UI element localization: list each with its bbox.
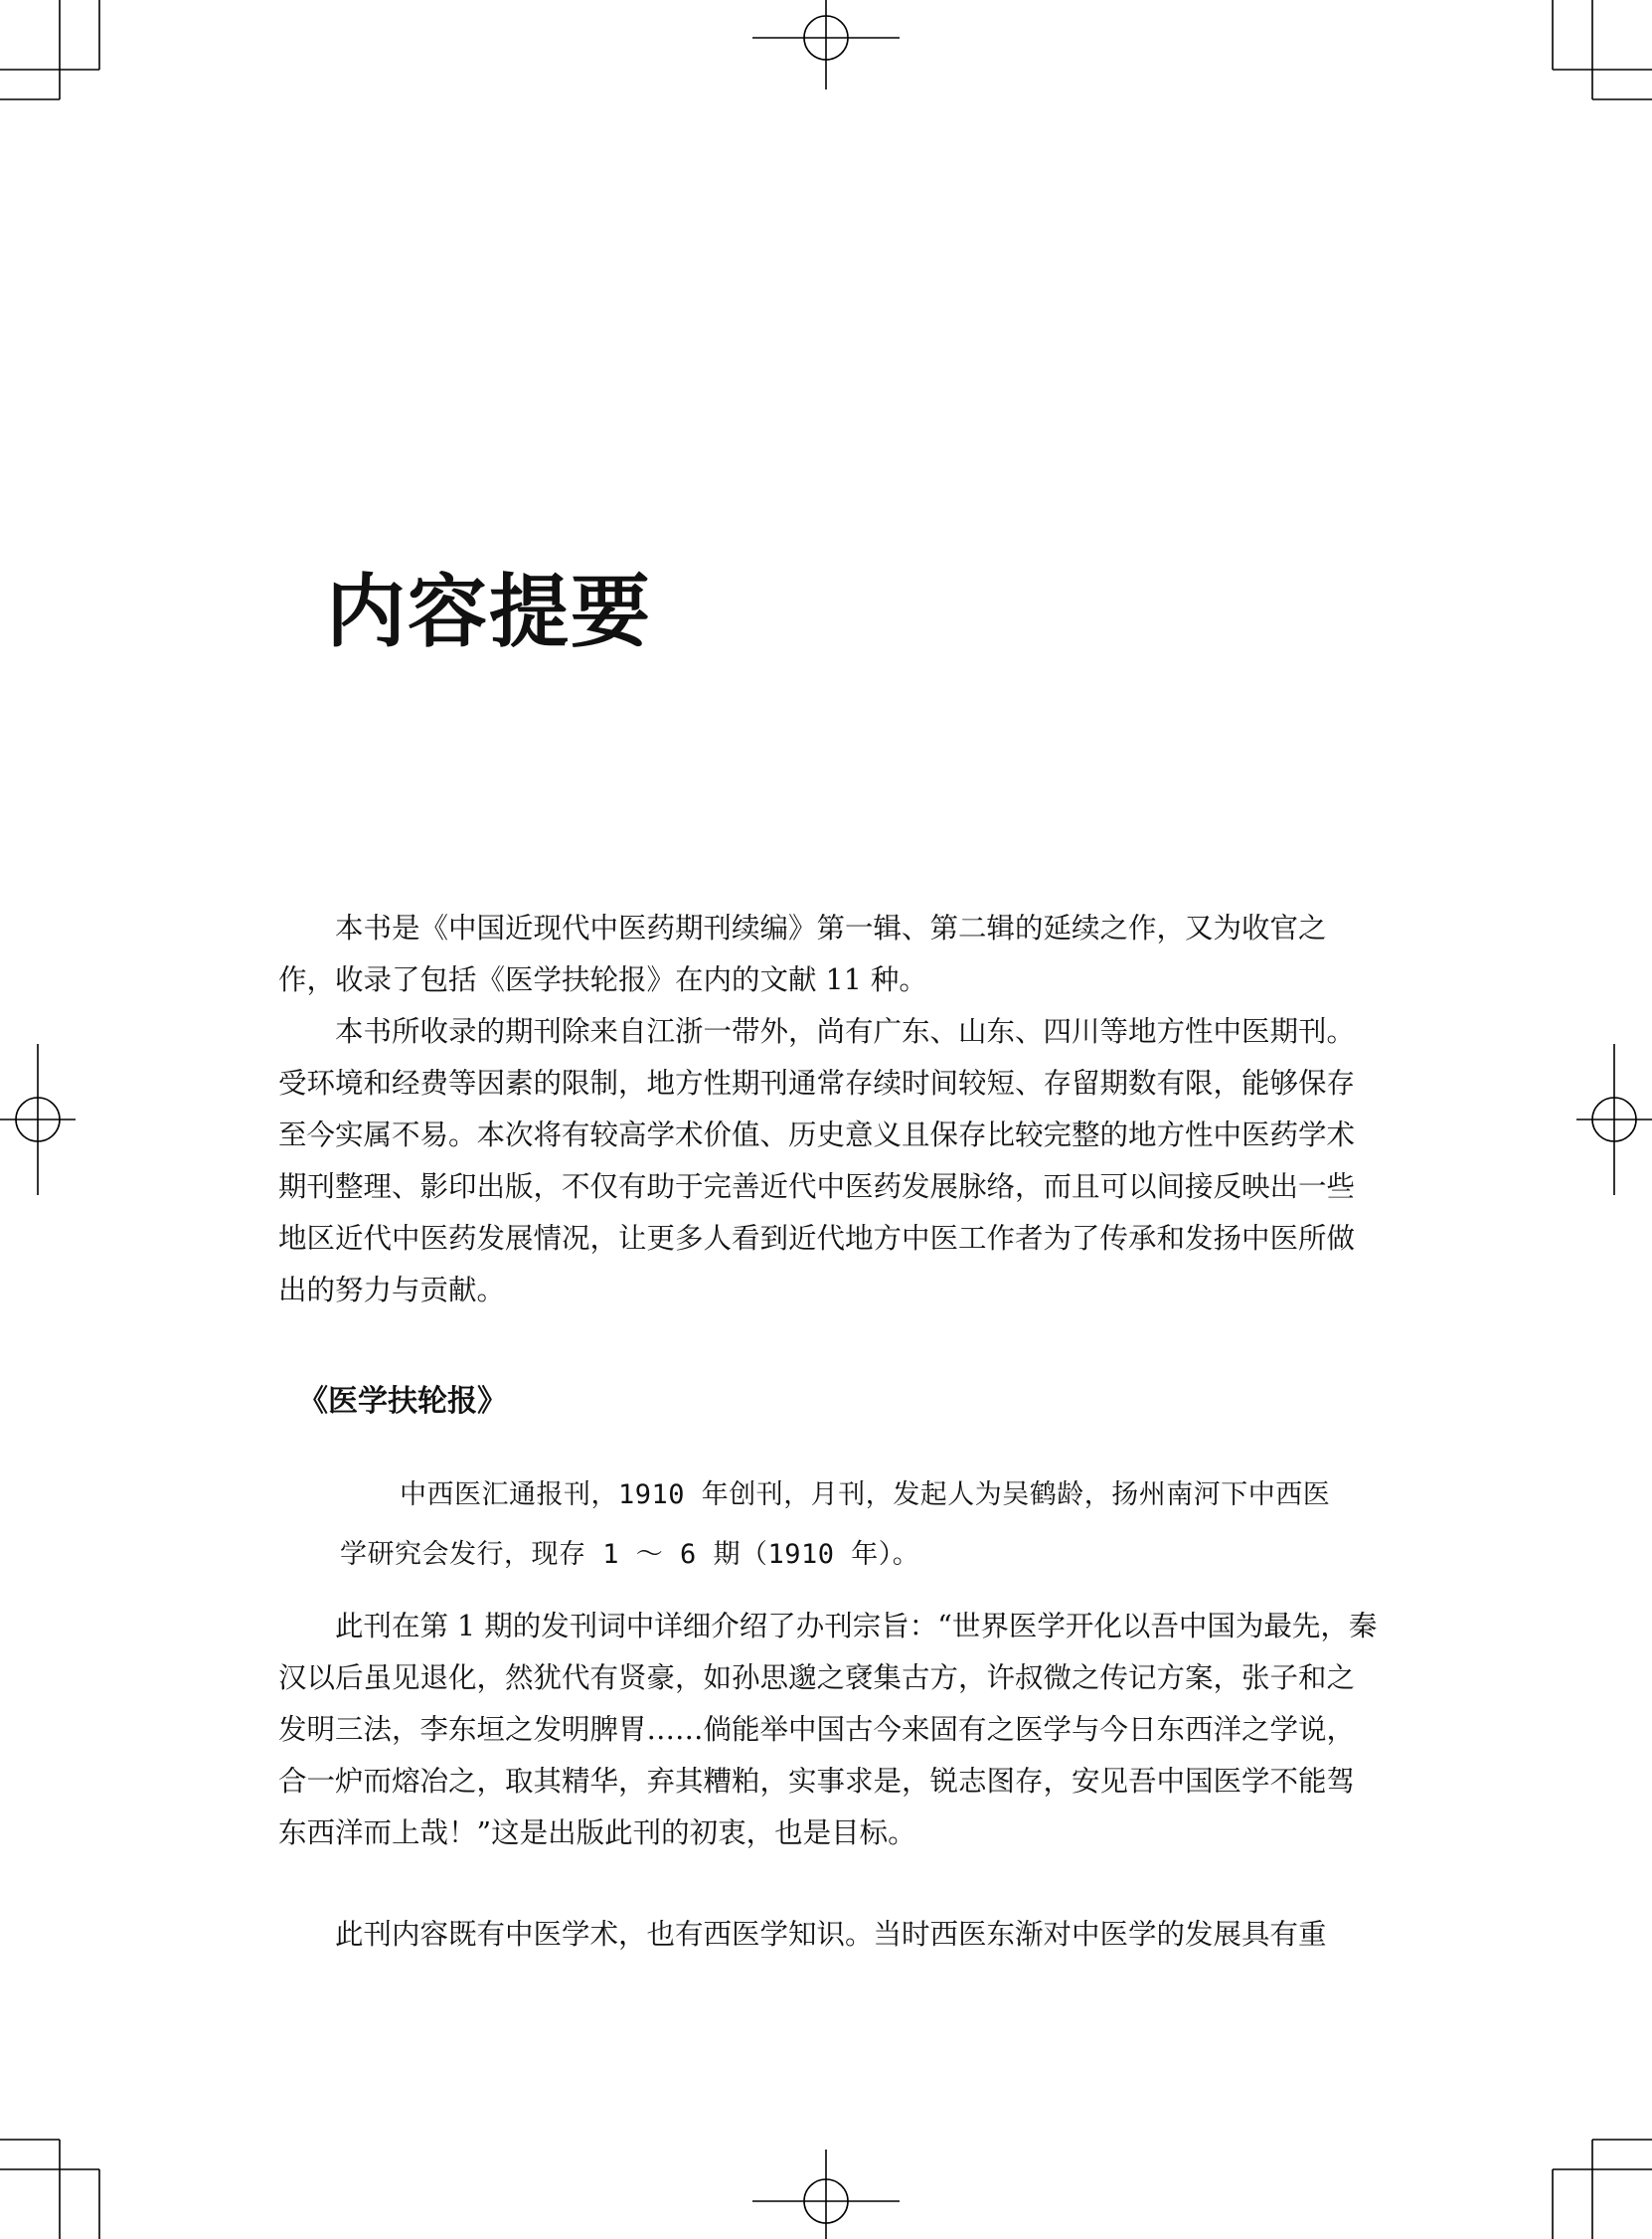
foreword-paragraph: 此刊在第 1 期的发刊词中详细介绍了办刊宗旨：“世界医学开化以吾中国为最先，秦汉以后虽见退化，然犹代有贤豪，如孙思邈之裦集古方，许叔微之传记方案，张子和之发明三法，李东垣之发明脾胃……倘能举中国古今来固有之医学与今日东西洋之学说，合一炉而熔冶之，取其精华，弃其糟粕，实事求是，锐志图存，安见吾中国医学不能驾东西洋而上哉！”这是出版此刊的初衷，也是目标。 <box>278 1610 1378 1849</box>
intro-paragraph: 本书是《中国近现代中医药期刊续编》第一辑、第二辑的延续之作，又为收官之作，收录了包括《医学扶轮报》在内的文献 11 种。 <box>278 912 1327 996</box>
content-paragraph: 此刊内容既有中医学术，也有西医学知识。当时西医东渐对中医学的发展具有重 <box>335 1918 1327 1951</box>
scope-paragraph: 本书所收录的期刊除来自江浙一带外，尚有广东、山东、四川等地方性中医期刊。受环境和经费等因素的限制，地方性期刊通常存续时间较短、存留期数有限，能够保存至今实属不易。本次将有较高学术价值、历史意义且保存比较完整的地方性中医药学术期刊整理、影印出版，不仅有助于完善近代中医药发展脉络，而且可以间接反映出一些地区近代中医药发展情况，让更多人看到近代地方中医工作者为了传承和发扬中医所做出的努力与贡献。 <box>278 1015 1356 1306</box>
section-heading: 《医学扶轮报》 <box>298 1384 507 1419</box>
page-title: 内容提要 <box>326 565 652 658</box>
publication-note: 中西医汇通报刊，1910 年创刊，月刊，发起人为吴鹤龄，扬州南河下中西医学研究会发行，现存 1 ～ 6 期（1910 年）。 <box>340 1479 1331 1570</box>
